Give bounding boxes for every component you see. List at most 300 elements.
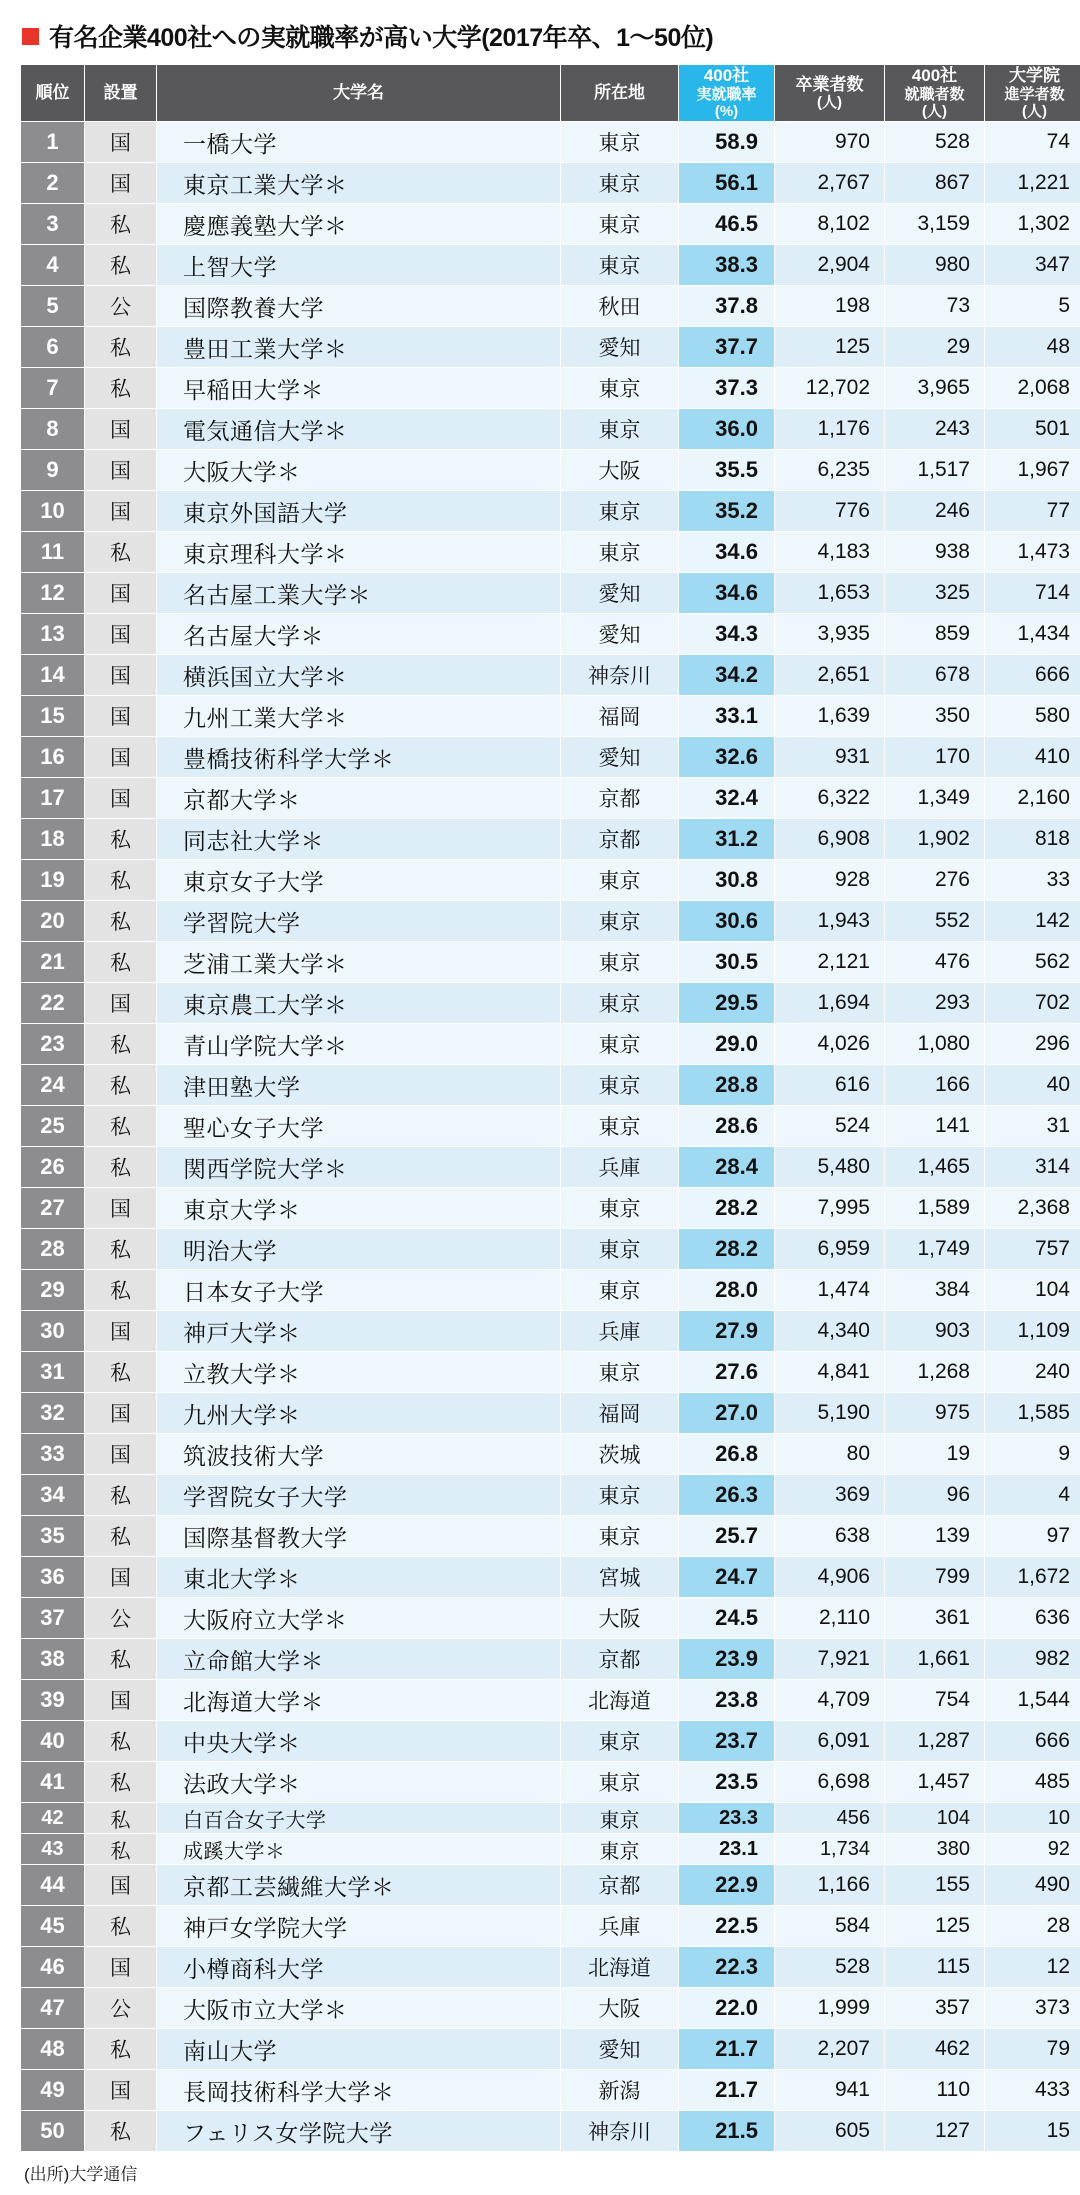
- cell-rank: 44: [21, 1865, 85, 1906]
- cell-graduates: 6,908: [775, 819, 885, 860]
- cell-gradschool: 410: [985, 737, 1080, 778]
- table-row: [21, 1065, 1080, 1106]
- table-row: [21, 2029, 1080, 2070]
- cell-rate: 27.9: [679, 1311, 775, 1352]
- cell-location: 大阪: [561, 450, 679, 491]
- cell-type: 私: [85, 1147, 157, 1188]
- cell-type: 私: [85, 1270, 157, 1311]
- column-header-employed-line1: 400社: [912, 66, 957, 85]
- cell-graduates: 125: [775, 327, 885, 368]
- table-row: [21, 327, 1080, 368]
- cell-graduates: 1,474: [775, 1270, 885, 1311]
- cell-location: 東京: [561, 1352, 679, 1393]
- cell-location: 兵庫: [561, 1906, 679, 1947]
- cell-type: 国: [85, 573, 157, 614]
- cell-type: 私: [85, 942, 157, 983]
- cell-location: 愛知: [561, 737, 679, 778]
- cell-graduates: 7,995: [775, 1188, 885, 1229]
- cell-rate: 38.3: [679, 245, 775, 286]
- cell-graduates: 12,702: [775, 368, 885, 409]
- cell-type: 私: [85, 1475, 157, 1516]
- cell-location: 兵庫: [561, 1311, 679, 1352]
- column-header-rank: 順位: [21, 65, 85, 122]
- cell-rank: 20: [21, 901, 85, 942]
- cell-type: 私: [85, 1803, 157, 1834]
- cell-location: 神奈川: [561, 2111, 679, 2152]
- table-row: [21, 1803, 1080, 1834]
- cell-university-name: 学習院女子大学: [157, 1475, 561, 1516]
- cell-type: 国: [85, 983, 157, 1024]
- cell-university-name: 名古屋工業大学＊: [157, 573, 561, 614]
- table-row: [21, 1639, 1080, 1680]
- cell-type: 私: [85, 1229, 157, 1270]
- column-header-rate-line2: 実就職率: [679, 86, 774, 103]
- cell-university-name: 電気通信大学＊: [157, 409, 561, 450]
- cell-rank: 10: [21, 491, 85, 532]
- cell-employed: 867: [885, 163, 985, 204]
- cell-gradschool: 15: [985, 2111, 1080, 2152]
- cell-rate: 34.6: [679, 532, 775, 573]
- cell-location: 東京: [561, 1475, 679, 1516]
- cell-location: 東京: [561, 942, 679, 983]
- cell-rank: 49: [21, 2070, 85, 2111]
- cell-employed: 1,902: [885, 819, 985, 860]
- cell-graduates: 4,841: [775, 1352, 885, 1393]
- cell-location: 北海道: [561, 1680, 679, 1721]
- cell-rank: 43: [21, 1834, 85, 1865]
- cell-gradschool: 2,160: [985, 778, 1080, 819]
- cell-employed: 1,349: [885, 778, 985, 819]
- cell-gradschool: 77: [985, 491, 1080, 532]
- cell-gradschool: 97: [985, 1516, 1080, 1557]
- cell-university-name: 中央大学＊: [157, 1721, 561, 1762]
- cell-location: 東京: [561, 1024, 679, 1065]
- column-header-gradschool-line3: (人): [985, 103, 1080, 120]
- cell-rate: 28.4: [679, 1147, 775, 1188]
- cell-rank: 35: [21, 1516, 85, 1557]
- cell-location: 愛知: [561, 2029, 679, 2070]
- table-row: [21, 1865, 1080, 1906]
- cell-rank: 27: [21, 1188, 85, 1229]
- cell-university-name: 成蹊大学＊: [157, 1834, 561, 1865]
- cell-rate: 27.6: [679, 1352, 775, 1393]
- cell-university-name: 京都工芸繊維大学＊: [157, 1865, 561, 1906]
- cell-type: 国: [85, 491, 157, 532]
- table-row: [21, 1834, 1080, 1865]
- cell-rate: 30.5: [679, 942, 775, 983]
- cell-rank: 36: [21, 1557, 85, 1598]
- cell-university-name: 神戸大学＊: [157, 1311, 561, 1352]
- cell-rank: 19: [21, 860, 85, 901]
- cell-rate: 29.5: [679, 983, 775, 1024]
- cell-location: 東京: [561, 1803, 679, 1834]
- cell-rate: 37.7: [679, 327, 775, 368]
- cell-university-name: 豊田工業大学＊: [157, 327, 561, 368]
- table-row: [21, 1680, 1080, 1721]
- cell-location: 新潟: [561, 2070, 679, 2111]
- table-row: [21, 1270, 1080, 1311]
- table-row: [21, 573, 1080, 614]
- cell-graduates: 928: [775, 860, 885, 901]
- table-row: [21, 2070, 1080, 2111]
- cell-employed: 166: [885, 1065, 985, 1106]
- cell-graduates: 2,207: [775, 2029, 885, 2070]
- cell-graduates: 776: [775, 491, 885, 532]
- cell-employed: 1,287: [885, 1721, 985, 1762]
- cell-rank: 1: [21, 122, 85, 163]
- cell-rate: 28.2: [679, 1188, 775, 1229]
- cell-type: 私: [85, 901, 157, 942]
- cell-rate: 28.2: [679, 1229, 775, 1270]
- cell-rank: 50: [21, 2111, 85, 2152]
- cell-university-name: 慶應義塾大学＊: [157, 204, 561, 245]
- cell-type: 私: [85, 1906, 157, 1947]
- cell-location: 東京: [561, 860, 679, 901]
- cell-university-name: 神戸女学院大学: [157, 1906, 561, 1947]
- table-header: [21, 65, 1080, 122]
- table-row: [21, 1311, 1080, 1352]
- table-row: [21, 1475, 1080, 1516]
- cell-location: 福岡: [561, 1393, 679, 1434]
- cell-employed: 350: [885, 696, 985, 737]
- table-row: [21, 737, 1080, 778]
- table-row: [21, 696, 1080, 737]
- cell-gradschool: 92: [985, 1834, 1080, 1865]
- cell-rank: 9: [21, 450, 85, 491]
- cell-employed: 110: [885, 2070, 985, 2111]
- cell-graduates: 605: [775, 2111, 885, 2152]
- cell-gradschool: 1,109: [985, 1311, 1080, 1352]
- cell-rank: 39: [21, 1680, 85, 1721]
- cell-rank: 48: [21, 2029, 85, 2070]
- cell-rank: 2: [21, 163, 85, 204]
- cell-university-name: 明治大学: [157, 1229, 561, 1270]
- table-row: [21, 163, 1080, 204]
- cell-type: 私: [85, 1721, 157, 1762]
- cell-employed: 170: [885, 737, 985, 778]
- cell-type: 国: [85, 737, 157, 778]
- cell-location: 愛知: [561, 614, 679, 655]
- cell-type: 国: [85, 1434, 157, 1475]
- cell-employed: 678: [885, 655, 985, 696]
- cell-location: 福岡: [561, 696, 679, 737]
- cell-employed: 754: [885, 1680, 985, 1721]
- cell-employed: 3,159: [885, 204, 985, 245]
- table-row: [21, 1557, 1080, 1598]
- cell-university-name: 北海道大学＊: [157, 1680, 561, 1721]
- cell-gradschool: 314: [985, 1147, 1080, 1188]
- table-row: [21, 901, 1080, 942]
- cell-location: 東京: [561, 1762, 679, 1803]
- column-header-location: 所在地: [561, 65, 679, 122]
- table-row: [21, 1229, 1080, 1270]
- cell-graduates: 528: [775, 1947, 885, 1988]
- cell-type: 私: [85, 1762, 157, 1803]
- cell-employed: 139: [885, 1516, 985, 1557]
- cell-location: 兵庫: [561, 1147, 679, 1188]
- cell-university-name: 関西学院大学＊: [157, 1147, 561, 1188]
- column-header-rate: [679, 65, 775, 122]
- cell-rank: 8: [21, 409, 85, 450]
- cell-gradschool: 142: [985, 901, 1080, 942]
- column-header-rate-line1: 400社: [704, 66, 749, 85]
- column-header-employed-line2: 就職者数: [885, 86, 984, 103]
- cell-location: 東京: [561, 1229, 679, 1270]
- cell-rank: 11: [21, 532, 85, 573]
- cell-graduates: 4,340: [775, 1311, 885, 1352]
- cell-gradschool: 33: [985, 860, 1080, 901]
- table-row: [21, 1906, 1080, 1947]
- cell-type: 私: [85, 1834, 157, 1865]
- cell-location: 東京: [561, 1188, 679, 1229]
- cell-rate: 34.2: [679, 655, 775, 696]
- cell-graduates: 2,904: [775, 245, 885, 286]
- cell-employed: 246: [885, 491, 985, 532]
- cell-rank: 24: [21, 1065, 85, 1106]
- cell-gradschool: 485: [985, 1762, 1080, 1803]
- cell-university-name: 大阪大学＊: [157, 450, 561, 491]
- cell-type: 国: [85, 1393, 157, 1434]
- cell-location: 愛知: [561, 327, 679, 368]
- cell-employed: 127: [885, 2111, 985, 2152]
- source-note: (出所)大学通信: [20, 2152, 1060, 2185]
- cell-rank: 40: [21, 1721, 85, 1762]
- cell-type: 国: [85, 122, 157, 163]
- cell-location: 東京: [561, 368, 679, 409]
- cell-gradschool: 104: [985, 1270, 1080, 1311]
- cell-graduates: 5,190: [775, 1393, 885, 1434]
- cell-gradschool: 636: [985, 1598, 1080, 1639]
- cell-type: 国: [85, 655, 157, 696]
- cell-gradschool: 1,221: [985, 163, 1080, 204]
- cell-university-name: 東京理科大学＊: [157, 532, 561, 573]
- cell-graduates: 1,943: [775, 901, 885, 942]
- cell-rank: 13: [21, 614, 85, 655]
- cell-university-name: 京都大学＊: [157, 778, 561, 819]
- cell-location: 大阪: [561, 1988, 679, 2029]
- cell-employed: 975: [885, 1393, 985, 1434]
- cell-employed: 293: [885, 983, 985, 1024]
- cell-rank: 12: [21, 573, 85, 614]
- cell-rate: 23.9: [679, 1639, 775, 1680]
- cell-university-name: 大阪府立大学＊: [157, 1598, 561, 1639]
- table-row: [21, 1106, 1080, 1147]
- column-header-gradschool-line1: 大学院: [1009, 66, 1060, 85]
- cell-gradschool: 580: [985, 696, 1080, 737]
- column-header-graduates-line2: (人): [775, 94, 884, 111]
- cell-gradschool: 4: [985, 1475, 1080, 1516]
- cell-gradschool: 1,434: [985, 614, 1080, 655]
- cell-university-name: 学習院大学: [157, 901, 561, 942]
- cell-location: 東京: [561, 1516, 679, 1557]
- cell-gradschool: 982: [985, 1639, 1080, 1680]
- cell-graduates: 8,102: [775, 204, 885, 245]
- cell-location: 茨城: [561, 1434, 679, 1475]
- cell-employed: 859: [885, 614, 985, 655]
- cell-employed: 125: [885, 1906, 985, 1947]
- cell-graduates: 5,480: [775, 1147, 885, 1188]
- column-header-employed: [885, 65, 985, 122]
- table-row: [21, 532, 1080, 573]
- cell-location: 東京: [561, 1065, 679, 1106]
- cell-rank: 14: [21, 655, 85, 696]
- cell-gradschool: 79: [985, 2029, 1080, 2070]
- cell-type: 公: [85, 1988, 157, 2029]
- cell-gradschool: 9: [985, 1434, 1080, 1475]
- cell-rate: 35.5: [679, 450, 775, 491]
- cell-rate: 36.0: [679, 409, 775, 450]
- cell-university-name: 長岡技術科学大学＊: [157, 2070, 561, 2111]
- cell-gradschool: 74: [985, 122, 1080, 163]
- cell-employed: 1,589: [885, 1188, 985, 1229]
- cell-rank: 23: [21, 1024, 85, 1065]
- cell-type: 国: [85, 1188, 157, 1229]
- cell-employed: 799: [885, 1557, 985, 1598]
- cell-employed: 115: [885, 1947, 985, 1988]
- cell-employed: 1,080: [885, 1024, 985, 1065]
- cell-graduates: 2,651: [775, 655, 885, 696]
- cell-employed: 528: [885, 122, 985, 163]
- table-row: [21, 122, 1080, 163]
- cell-rate: 46.5: [679, 204, 775, 245]
- cell-rank: 38: [21, 1639, 85, 1680]
- cell-employed: 73: [885, 286, 985, 327]
- cell-rank: 7: [21, 368, 85, 409]
- cell-location: 京都: [561, 778, 679, 819]
- cell-rank: 6: [21, 327, 85, 368]
- table-row: [21, 450, 1080, 491]
- cell-rate: 32.4: [679, 778, 775, 819]
- cell-type: 国: [85, 450, 157, 491]
- cell-rate: 21.7: [679, 2070, 775, 2111]
- cell-university-name: 津田塾大学: [157, 1065, 561, 1106]
- cell-location: 神奈川: [561, 655, 679, 696]
- cell-gradschool: 28: [985, 1906, 1080, 1947]
- cell-rate: 30.6: [679, 901, 775, 942]
- table-row: [21, 819, 1080, 860]
- cell-graduates: 1,999: [775, 1988, 885, 2029]
- cell-employed: 462: [885, 2029, 985, 2070]
- table-row: [21, 655, 1080, 696]
- cell-employed: 357: [885, 1988, 985, 2029]
- cell-type: 国: [85, 1311, 157, 1352]
- table-row: [21, 368, 1080, 409]
- cell-rank: 47: [21, 1988, 85, 2029]
- cell-rank: 17: [21, 778, 85, 819]
- cell-graduates: 638: [775, 1516, 885, 1557]
- cell-graduates: 1,639: [775, 696, 885, 737]
- cell-location: 大阪: [561, 1598, 679, 1639]
- cell-rate: 32.6: [679, 737, 775, 778]
- cell-rank: 28: [21, 1229, 85, 1270]
- cell-employed: 1,517: [885, 450, 985, 491]
- cell-rate: 22.0: [679, 1988, 775, 2029]
- cell-employed: 96: [885, 1475, 985, 1516]
- cell-university-name: 豊橋技術科学大学＊: [157, 737, 561, 778]
- cell-employed: 938: [885, 532, 985, 573]
- cell-gradschool: 240: [985, 1352, 1080, 1393]
- column-header-rate-line3: (%): [679, 103, 774, 120]
- cell-graduates: 524: [775, 1106, 885, 1147]
- cell-graduates: 4,026: [775, 1024, 885, 1065]
- cell-type: 私: [85, 2111, 157, 2152]
- cell-university-name: 東京外国語大学: [157, 491, 561, 532]
- cell-type: 私: [85, 2029, 157, 2070]
- cell-university-name: 早稲田大学＊: [157, 368, 561, 409]
- cell-type: 国: [85, 1947, 157, 1988]
- cell-gradschool: 714: [985, 573, 1080, 614]
- cell-rate: 24.7: [679, 1557, 775, 1598]
- cell-graduates: 198: [775, 286, 885, 327]
- cell-type: 私: [85, 1106, 157, 1147]
- cell-university-name: 筑波技術大学: [157, 1434, 561, 1475]
- cell-location: 京都: [561, 819, 679, 860]
- table-row: [21, 1188, 1080, 1229]
- cell-location: 東京: [561, 245, 679, 286]
- cell-employed: 1,661: [885, 1639, 985, 1680]
- cell-rate: 25.7: [679, 1516, 775, 1557]
- cell-rank: 30: [21, 1311, 85, 1352]
- cell-university-name: 芝浦工業大学＊: [157, 942, 561, 983]
- cell-university-name: 東北大学＊: [157, 1557, 561, 1598]
- table-row: [21, 245, 1080, 286]
- cell-rank: 4: [21, 245, 85, 286]
- cell-rate: 33.1: [679, 696, 775, 737]
- cell-gradschool: 1,544: [985, 1680, 1080, 1721]
- cell-gradschool: 562: [985, 942, 1080, 983]
- cell-type: 国: [85, 696, 157, 737]
- table-row: [21, 983, 1080, 1024]
- table-row: [21, 1598, 1080, 1639]
- cell-graduates: 369: [775, 1475, 885, 1516]
- cell-rate: 22.5: [679, 1906, 775, 1947]
- cell-rank: 45: [21, 1906, 85, 1947]
- cell-rank: 37: [21, 1598, 85, 1639]
- cell-rate: 28.8: [679, 1065, 775, 1106]
- table-row: [21, 1024, 1080, 1065]
- cell-location: 東京: [561, 409, 679, 450]
- cell-location: 東京: [561, 901, 679, 942]
- cell-gradschool: 40: [985, 1065, 1080, 1106]
- cell-rank: 15: [21, 696, 85, 737]
- cell-university-name: 東京工業大学＊: [157, 163, 561, 204]
- cell-location: 東京: [561, 163, 679, 204]
- cell-rate: 35.2: [679, 491, 775, 532]
- column-header-type: 設置: [85, 65, 157, 122]
- cell-type: 私: [85, 204, 157, 245]
- cell-university-name: 国際基督教大学: [157, 1516, 561, 1557]
- cell-gradschool: 757: [985, 1229, 1080, 1270]
- table-header-row: [21, 65, 1080, 122]
- cell-type: 私: [85, 1639, 157, 1680]
- cell-employed: 3,965: [885, 368, 985, 409]
- cell-type: 私: [85, 819, 157, 860]
- column-header-name: 大学名: [157, 65, 561, 122]
- cell-university-name: 立教大学＊: [157, 1352, 561, 1393]
- cell-gradschool: 10: [985, 1803, 1080, 1834]
- cell-type: 国: [85, 1557, 157, 1598]
- cell-type: 私: [85, 1516, 157, 1557]
- cell-employed: 1,749: [885, 1229, 985, 1270]
- cell-gradschool: 1,473: [985, 532, 1080, 573]
- cell-gradschool: 296: [985, 1024, 1080, 1065]
- cell-employed: 29: [885, 327, 985, 368]
- cell-type: 公: [85, 286, 157, 327]
- cell-location: 東京: [561, 1106, 679, 1147]
- cell-graduates: 4,709: [775, 1680, 885, 1721]
- cell-university-name: 名古屋大学＊: [157, 614, 561, 655]
- cell-rank: 41: [21, 1762, 85, 1803]
